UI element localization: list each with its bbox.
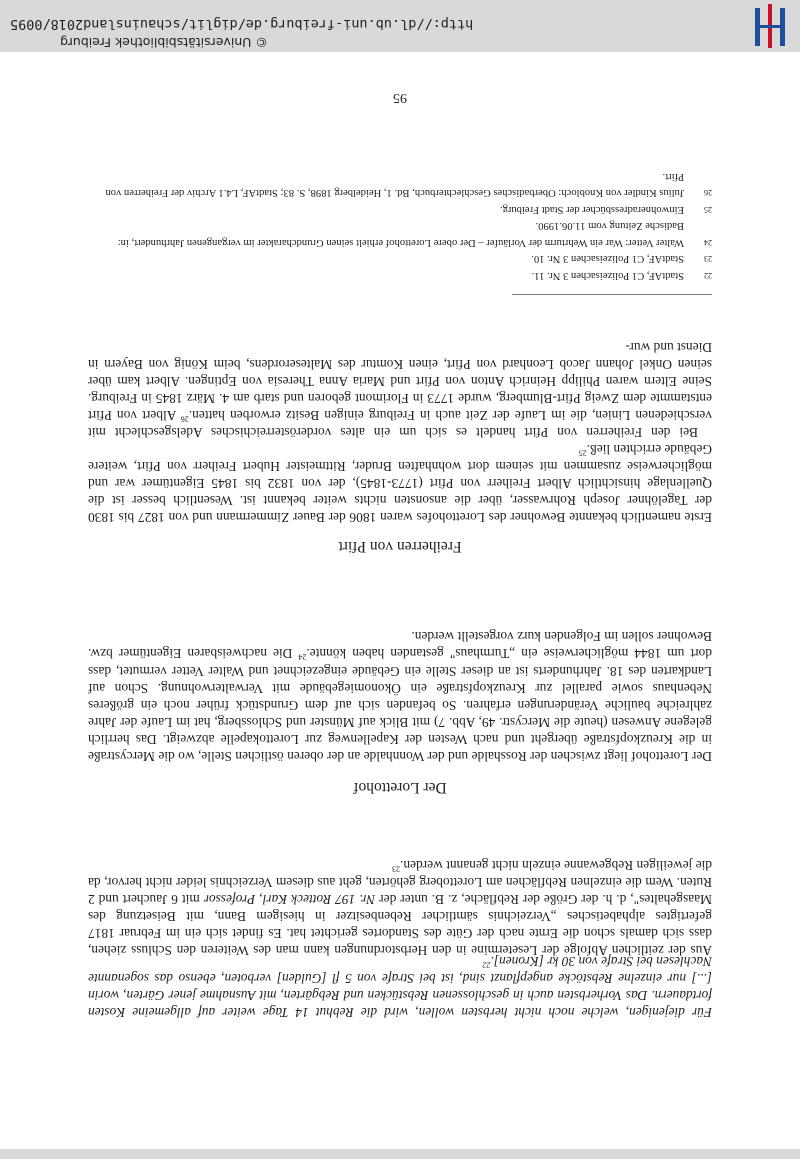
section-heading-pfirt: Freiherren von Pfirt bbox=[338, 538, 462, 555]
intro-paragraph bbox=[88, 856, 712, 959]
intro-quote bbox=[88, 953, 712, 1021]
logo-blue-bar-left bbox=[780, 8, 785, 46]
intro-quote-text: Für diejenigen, welche noch nicht herbsten wollen, wird die Rebhut 14 Tage weiter auf allgemeine Kosten fortdauern. Das Vorherbsten auch in geschlossenen Rebstücken und Rebgärten, mit Ausnahme jener Gärten, worin [...] nur einzelne Rebstöcke angepflanzt sind, ist bei Strafe von 5 fl [Gulden] verboten, ebenso das sogenannte Nachlesen bei Strafe von 30 kr [Kronen]. bbox=[88, 953, 712, 1020]
lorettohof-text: Der Lorettohof liegt zwischen der Rosshalde und der Wonnhalde an der oberen östlichen Stelle, wo die Mercystraße in die Kreuzkopfstraße übergeht und nach Westen der Kapellenweg zur Lorettokapelle abzweigt. Das herrlich gelegene Anwesen (heute die Mercystr. 49, Abb. 7) mit Blick auf Münster und Schlossberg, hat im Laufe der Jahre zahlreiche bauliche Veränderungen erfahren. So befanden sich auf dem Grundstück früher noch ein größeres Nebenhaus sowie parallel zur Kreuzkopfstraße ein Ökonomiegebäude mit Verwalterwohnung. Schon auf Landkarten des 18. Jahrhunderts ist an dieser Stelle ein Gebäude eingezeichnet und Walter Vetter vermutet, dass dort um 1844 möglicherweise ein „Turmhaus" gestanden haben könnte. bbox=[88, 646, 712, 764]
pfirt-text-2: Bei den Freiherren von Pfirt handelt es sich um ein altes vorderösterreichisches Adelsgeschlecht mit verschiedenen Linien, die im Laufe der Zeit auch in Freiburg einigen Besitz erworben hatten. bbox=[88, 407, 712, 440]
pfirt-paragraph-1 bbox=[88, 441, 712, 526]
intro-paragraph-emphasis: Nr. 197 Rotteck Karl, Professor bbox=[203, 891, 376, 907]
footnote bbox=[88, 250, 712, 267]
footnote-number: 24 bbox=[704, 238, 712, 247]
footnote-text: StadtAF, C1 Polizeisachen 3 Nr. 11. bbox=[531, 270, 684, 281]
pfirt-text-2-end: Albert von Pfirt entstammte dem Zweig Pfirt-Blumberg, wurde 1773 in Florimont geboren und starb am 4. März 1845 in Freiburg. Seine Eltern waren Philipp Heinrich Anton von Pfirt und Maria Anna Theresia von Eptingen. Albert kam über seinen Onkel Johann Jacob Leonhard von Pfirt, einen Komtur des Malteserordens, beim König von Bayern in Dienst und wur- bbox=[88, 339, 712, 423]
footnotes bbox=[88, 168, 712, 284]
footnote-text: Walter Vetter: War ein Wehrturm der Vorläufer – Der obere Lorettohof erhielt seinen Grundcharakter im vergangenen Jahrhundert, in: Badische Zeitung vom 11.06.1990. bbox=[117, 220, 684, 248]
footnote-text: Einwohneradressbücher der Stadt Freiburg. bbox=[500, 204, 684, 215]
footnote-number: 26 bbox=[704, 188, 712, 198]
intro-paragraph-text: Aus der zeitlichen Abfolge der Lesetermine in den Herbstordnungen kann man des Weiteren den Schluss ziehen, dass sich damals schon die Ernte nach der Güte des Standortes gerichtet hat. Es findet sich ein im Februar 1817 gefertigtes alphabetisches „Verzeichnis sämtlicher Rebenbesitzer in hiesigem Bann, mit Beisetzung des Maasgehaltes", d. h. der Größe der Rebfläche, z. B. unter der bbox=[88, 891, 712, 958]
footnote-ref: 23 bbox=[392, 864, 401, 873]
logo-blue-bar-right bbox=[755, 8, 760, 46]
footnote-text: Julius Kindler von Knobloch: Oberbadisches Geschlechterbuch, Bd. 1, Heidelberg 1898, S. 83; StadtAF, L4.1 Archiv der Freiherren von Pfirt. bbox=[105, 171, 684, 199]
footnote-ref: 25 bbox=[578, 448, 587, 458]
footnote-number: 23 bbox=[704, 254, 712, 264]
footnote-ref: 24 bbox=[298, 652, 307, 662]
lorettohof-text-end: Die nachweisbaren Eigentümer bzw. Bewohner sollen im Folgenden kurz vorgestellt werden. bbox=[88, 629, 712, 662]
footnote-number: 25 bbox=[704, 205, 712, 214]
lorettohof-paragraph bbox=[88, 628, 712, 765]
footnote-number: 22 bbox=[704, 271, 712, 280]
footnote-ref: 22 bbox=[482, 960, 491, 970]
footnote-divider bbox=[512, 294, 712, 295]
footnote-ref: 26 bbox=[180, 414, 189, 424]
footnote bbox=[88, 201, 712, 218]
footnote bbox=[88, 217, 712, 250]
permalink-text[interactable]: http://dl.ub.uni-freiburg.de/diglit/schauinsland2018/0095 bbox=[10, 16, 474, 32]
pfirt-paragraph-2 bbox=[88, 338, 712, 441]
page-number: 95 bbox=[393, 90, 407, 105]
copyright-text: © Universitätsbibliothek Freiburg bbox=[60, 35, 268, 50]
university-logo-icon bbox=[746, 4, 792, 48]
logo-crossbar bbox=[760, 25, 780, 28]
section-heading-lorettohof: Der Lorettohof bbox=[353, 779, 447, 796]
footnote bbox=[88, 168, 712, 201]
footnote bbox=[88, 267, 712, 284]
top-bar bbox=[0, 1149, 800, 1159]
footnote-text: StadtAF, C1 Polizeisachen 3 Nr. 10. bbox=[531, 253, 684, 265]
footer-bar bbox=[0, 0, 800, 52]
pfirt-text-1: Erste namentlich bekannte Bewohner des Lorettohofes waren 1806 der Bauer Zimmermann und von 1827 bis 1830 der Tagelöhner Joseph Rohrwasser, über die ansonsten nichts weiter bekannt ist. Wesentlich besser ist die Quellenlage hinsichtlich Albert Freiherr von Pfirt (1773-1845), der von 1832 bis 1845 Eigentümer war und möglicherweise zusammen mit seinem dort wohnhaften Bruder, Rittmeister Hubert Freiherr von Pfirt, weitere Gebäude errichten ließ. bbox=[88, 441, 712, 525]
intro-paragraph-text-end: mit 6 Jauchert und 2 Ruten. Wem die einzelnen Rebflächen am Lorettoberg gehörten, geht aus diesem Verzeichnis leider nicht hervor, da die jeweiligen Rebgewanne einzeln nicht genannt werden. bbox=[88, 857, 712, 907]
